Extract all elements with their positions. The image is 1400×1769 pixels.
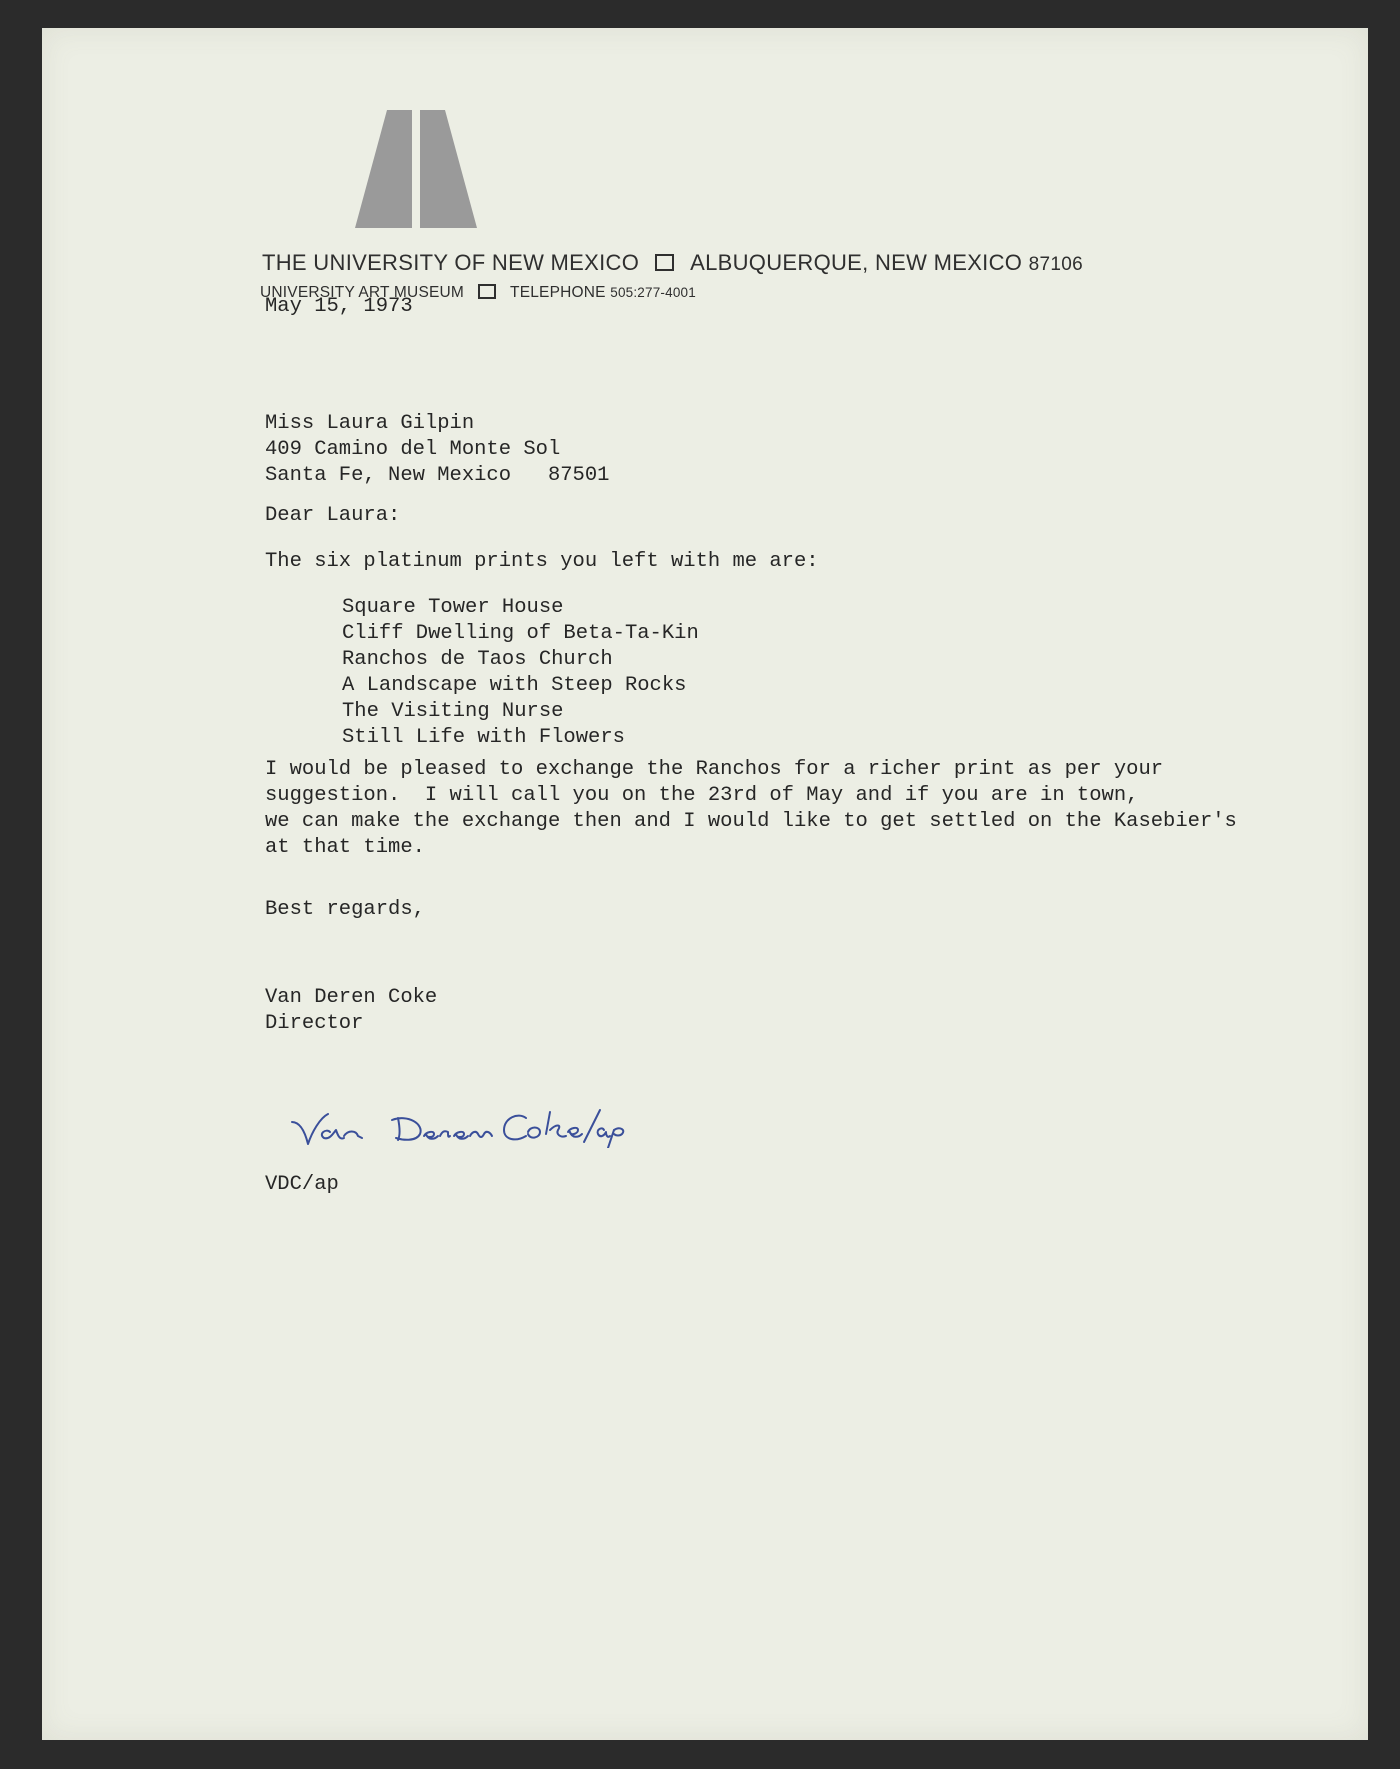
square-bullet-icon [655, 254, 674, 271]
telephone-label: TELEPHONE [510, 284, 606, 301]
letterhead-zip: 87106 [1028, 254, 1083, 275]
list-item: Ranchos de Taos Church [342, 648, 613, 671]
letter-date: May 15, 1973 [265, 295, 413, 318]
telephone-number: 505:277-4001 [610, 285, 696, 300]
letterhead-institution-line [262, 250, 1083, 276]
body-line: we can make the exchange then and I would like to get settled on the Kasebier's [265, 810, 1237, 833]
handwritten-signature [278, 1078, 668, 1148]
letterhead-city: ALBUQUERQUE, NEW MEXICO [690, 250, 1023, 275]
reference-initials: VDC/ap [265, 1173, 339, 1196]
list-item: The Visiting Nurse [342, 700, 564, 723]
body-line: suggestion. I will call you on the 23rd of May and if you are in town, [265, 784, 1139, 807]
signer-title: Director [265, 1012, 364, 1035]
list-item: Still Life with Flowers [342, 726, 625, 749]
signer-name: Van Deren Coke [265, 986, 438, 1009]
recipient-address [265, 411, 609, 489]
list-item: A Landscape with Steep Rocks [342, 674, 687, 697]
letter-page [42, 28, 1368, 1740]
recipient-street: 409 Camino del Monte Sol [265, 438, 561, 461]
salutation: Dear Laura: [265, 504, 401, 527]
signature-block [265, 985, 437, 1037]
square-bullet-icon [478, 284, 496, 299]
body-line: at that time. [265, 836, 425, 859]
closing: Best regards, [265, 898, 425, 921]
intro-text: The six platinum prints you left with me are: [265, 550, 819, 573]
university-logo [355, 110, 477, 228]
list-item: Square Tower House [342, 596, 564, 619]
recipient-name: Miss Laura Gilpin [265, 412, 475, 435]
list-item: Cliff Dwelling of Beta-Ta-Kin [342, 622, 699, 645]
prints-list [342, 595, 699, 751]
letterhead-department: UNIVERSITY ART MUSEUM [260, 284, 465, 301]
recipient-city: Santa Fe, New Mexico 87501 [265, 464, 610, 487]
body-paragraph [265, 757, 1237, 861]
letterhead-institution: THE UNIVERSITY OF NEW MEXICO [262, 250, 640, 275]
body-line: I would be pleased to exchange the Ranchos for a richer print as per your [265, 758, 1164, 781]
